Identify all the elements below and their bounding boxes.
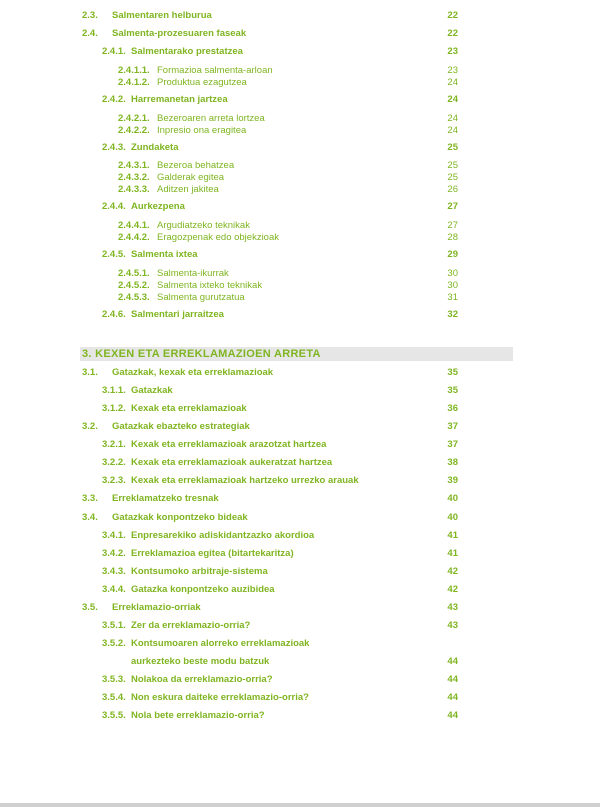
- toc-entry[interactable]: [0, 76, 600, 90]
- toc-number: 3.5.3.: [102, 674, 126, 685]
- toc-title: Gatazkak konpontzeko bideak: [112, 512, 248, 523]
- toc-entry[interactable]: [0, 691, 600, 705]
- toc-entry[interactable]: [0, 248, 600, 262]
- toc-number: 3.4.1.: [102, 530, 126, 541]
- toc-page: 42: [447, 566, 458, 577]
- toc-page: 27: [447, 201, 458, 212]
- toc-number: 2.4.1.2.: [118, 77, 150, 88]
- toc-number: 3.1.2.: [102, 403, 126, 414]
- toc-number: 3.3.: [82, 493, 98, 504]
- toc-number: 3.1.: [82, 367, 98, 378]
- toc-number: 2.4.5.: [102, 249, 126, 260]
- toc-page: 41: [447, 530, 458, 541]
- toc-title: Nola bete erreklamazio-orria?: [131, 710, 265, 721]
- toc-page: 37: [447, 439, 458, 450]
- toc-title: Salmentaren helburua: [112, 10, 212, 21]
- toc-entry[interactable]: [0, 529, 600, 543]
- toc-entry[interactable]: [0, 619, 600, 633]
- toc-entry[interactable]: [0, 124, 600, 138]
- toc-title: Enpresarekiko adiskidantzazko akordioa: [131, 530, 315, 541]
- toc-title: Gatazka konpontzeko auzibidea: [131, 584, 275, 595]
- toc-entry[interactable]: [0, 384, 600, 398]
- toc-number: 2.4.3.1.: [118, 160, 150, 171]
- toc-entry[interactable]: [0, 456, 600, 470]
- toc-number: 3.2.2.: [102, 457, 126, 468]
- toc-number: 3.4.4.: [102, 584, 126, 595]
- toc-title: Kexak eta erreklamazioak aukeratzat hartzea: [131, 457, 333, 468]
- toc-entry[interactable]: [0, 308, 600, 322]
- toc-title: Erreklamazio-orriak: [112, 602, 201, 613]
- toc-number: 3.2.: [82, 421, 98, 432]
- toc-title: Bezeroa behatzea: [157, 160, 235, 171]
- toc-title: Gatazkak: [131, 385, 173, 396]
- toc-entry[interactable]: [0, 438, 600, 452]
- toc-page: 42: [447, 584, 458, 595]
- toc-page: 35: [447, 385, 458, 396]
- toc-number: 3.5.5.: [102, 710, 126, 721]
- toc-title: Salmenta ixtea: [131, 249, 198, 260]
- toc-title: Salmenta-prozesuaren faseak: [112, 28, 247, 39]
- toc-entry[interactable]: [0, 93, 600, 107]
- toc-entry[interactable]: [0, 402, 600, 416]
- toc-title: Zundaketa: [131, 142, 179, 153]
- toc-number: 2.4.2.: [102, 94, 126, 105]
- toc-entry[interactable]: [0, 709, 600, 723]
- toc-title: Gatazkak, kexak eta erreklamazioak: [112, 367, 274, 378]
- toc-entry[interactable]: [0, 547, 600, 561]
- toc-entry[interactable]: [0, 601, 600, 615]
- toc-entry[interactable]: [0, 9, 600, 23]
- toc-page: 24: [447, 113, 458, 124]
- toc-number: 3.5.2.: [102, 638, 126, 649]
- toc-entry[interactable]: [0, 231, 600, 245]
- toc-title: Inpresio ona eragitea: [157, 125, 247, 136]
- toc-title: Erreklamatzeko tresnak: [112, 493, 219, 504]
- toc-number: 2.4.5.2.: [118, 280, 150, 291]
- toc-entry[interactable]: [0, 183, 600, 197]
- toc-page: 44: [447, 674, 458, 685]
- toc-entry-continuation[interactable]: [0, 655, 600, 669]
- toc-title: Zer da erreklamazio-orria?: [131, 620, 251, 631]
- toc-page: 41: [447, 548, 458, 559]
- toc-number: 2.4.5.1.: [118, 268, 150, 279]
- toc-title: Salmentari jarraitzea: [131, 309, 224, 320]
- toc-title: Salmenta-ikurrak: [157, 268, 229, 279]
- toc-title: Kexak eta erreklamazioak arazotzat hartzea: [131, 439, 327, 450]
- toc-title: Kexak eta erreklamazioak: [131, 403, 247, 414]
- toc-page: 24: [447, 77, 458, 88]
- toc-page: 29: [447, 249, 458, 260]
- toc-entry[interactable]: [0, 27, 600, 41]
- toc-entry[interactable]: [0, 511, 600, 525]
- toc-title: Aurkezpena: [131, 201, 185, 212]
- toc-entry[interactable]: [0, 565, 600, 579]
- toc-number: 2.4.4.: [102, 201, 126, 212]
- toc-title: Gatazkak ebazteko estrategiak: [112, 421, 250, 432]
- toc-page: 39: [447, 475, 458, 486]
- toc-page: 24: [447, 125, 458, 136]
- toc-page: 44: [447, 656, 458, 667]
- toc-page: 22: [447, 10, 458, 21]
- toc-page: 27: [447, 220, 458, 231]
- section-heading[interactable]: 3. KEXEN ETA ERREKLAMAZIOEN ARRETA: [82, 348, 321, 360]
- toc-title: Salmenta ixteko teknikak: [157, 280, 263, 291]
- toc-title: Salmentarako prestatzea: [131, 46, 243, 57]
- toc-page: 26: [447, 184, 458, 195]
- toc-number: 2.4.1.: [102, 46, 126, 57]
- toc-number: 2.4.2.1.: [118, 113, 150, 124]
- toc-page: 25: [447, 172, 458, 183]
- toc-number: 2.4.5.3.: [118, 292, 150, 303]
- toc-page: 38: [447, 457, 458, 468]
- toc-page: 40: [447, 512, 458, 523]
- page-bottom-rule: [0, 803, 600, 807]
- toc-number: 2.4.3.: [102, 142, 126, 153]
- toc-page: 28: [447, 232, 458, 243]
- toc-number: 3.5.1.: [102, 620, 126, 631]
- toc-number: 3.1.1.: [102, 385, 126, 396]
- toc-title: Galderak egitea: [157, 172, 225, 183]
- toc-title: Bezeroaren arreta lortzea: [157, 113, 265, 124]
- toc-number: 2.4.2.2.: [118, 125, 150, 136]
- toc-title: Salmenta gurutzatua: [157, 292, 245, 303]
- toc-number: 2.4.3.3.: [118, 184, 150, 195]
- toc-title: Produktua ezagutzea: [157, 77, 247, 88]
- toc-title: Nolakoa da erreklamazio-orria?: [131, 674, 273, 685]
- toc-page: 23: [447, 46, 458, 57]
- toc-entry[interactable]: [0, 492, 600, 506]
- toc-title: Formazioa salmenta-arloan: [157, 65, 273, 76]
- toc-entry[interactable]: [0, 583, 600, 597]
- toc-page: 37: [447, 421, 458, 432]
- toc-number: 2.4.4.2.: [118, 232, 150, 243]
- toc-number: 3.2.1.: [102, 439, 126, 450]
- toc-title: Kontsumoko arbitraje-sistema: [131, 566, 268, 577]
- toc-page: 35: [447, 367, 458, 378]
- toc-page: 43: [447, 620, 458, 631]
- toc-title: Eragozpenak edo objekzioak: [157, 232, 280, 243]
- toc-entry[interactable]: [0, 291, 600, 305]
- toc-number: 3.4.: [82, 512, 98, 523]
- toc-page: 32: [447, 309, 458, 320]
- toc-entry[interactable]: [0, 141, 600, 155]
- toc-entry[interactable]: [0, 200, 600, 214]
- toc-title: Non eskura daiteke erreklamazio-orria?: [131, 692, 309, 703]
- toc-page: 24: [447, 94, 458, 105]
- toc-title-continuation: aurkezteko beste modu batzuk: [131, 656, 270, 667]
- toc-title: Kexak eta erreklamazioak hartzeko urrezko arauak: [131, 475, 359, 486]
- toc-page: 44: [447, 710, 458, 721]
- toc-number: 3.5.: [82, 602, 98, 613]
- toc-entry[interactable]: [0, 366, 600, 380]
- toc-title: Argudiatzeko teknikak: [157, 220, 250, 231]
- toc-number: 2.4.: [82, 28, 98, 39]
- toc-page: 30: [447, 280, 458, 291]
- toc-page: 25: [447, 142, 458, 153]
- toc-title: Harremanetan jartzea: [131, 94, 228, 105]
- toc-title: Kontsumoaren alorreko erreklamazioak: [131, 638, 310, 649]
- toc-number: 3.2.3.: [102, 475, 126, 486]
- toc-page: 40: [447, 493, 458, 504]
- toc-entry[interactable]: [0, 673, 600, 687]
- toc-number: 2.4.4.1.: [118, 220, 150, 231]
- toc-page: 30: [447, 268, 458, 279]
- toc-page: 31: [447, 292, 458, 303]
- toc-page: 23: [447, 65, 458, 76]
- toc-entry[interactable]: [0, 637, 600, 651]
- toc-number: 3.5.4.: [102, 692, 126, 703]
- toc-page: 36: [447, 403, 458, 414]
- toc-page: 44: [447, 692, 458, 703]
- toc-entry[interactable]: [0, 420, 600, 434]
- toc-title: Aditzen jakitea: [157, 184, 219, 195]
- toc-entry[interactable]: [0, 474, 600, 488]
- toc-number: 3.4.2.: [102, 548, 126, 559]
- toc-title: Erreklamazioa egitea (bitartekaritza): [131, 548, 294, 559]
- toc-number: 3.4.3.: [102, 566, 126, 577]
- toc-number: 2.3.: [82, 10, 98, 21]
- toc-page: 43: [447, 602, 458, 613]
- toc-number: 2.4.6.: [102, 309, 126, 320]
- toc-entry[interactable]: [0, 45, 600, 59]
- toc-number: 2.4.1.1.: [118, 65, 150, 76]
- toc-number: 2.4.3.2.: [118, 172, 150, 183]
- toc-page: 22: [447, 28, 458, 39]
- toc-page: 25: [447, 160, 458, 171]
